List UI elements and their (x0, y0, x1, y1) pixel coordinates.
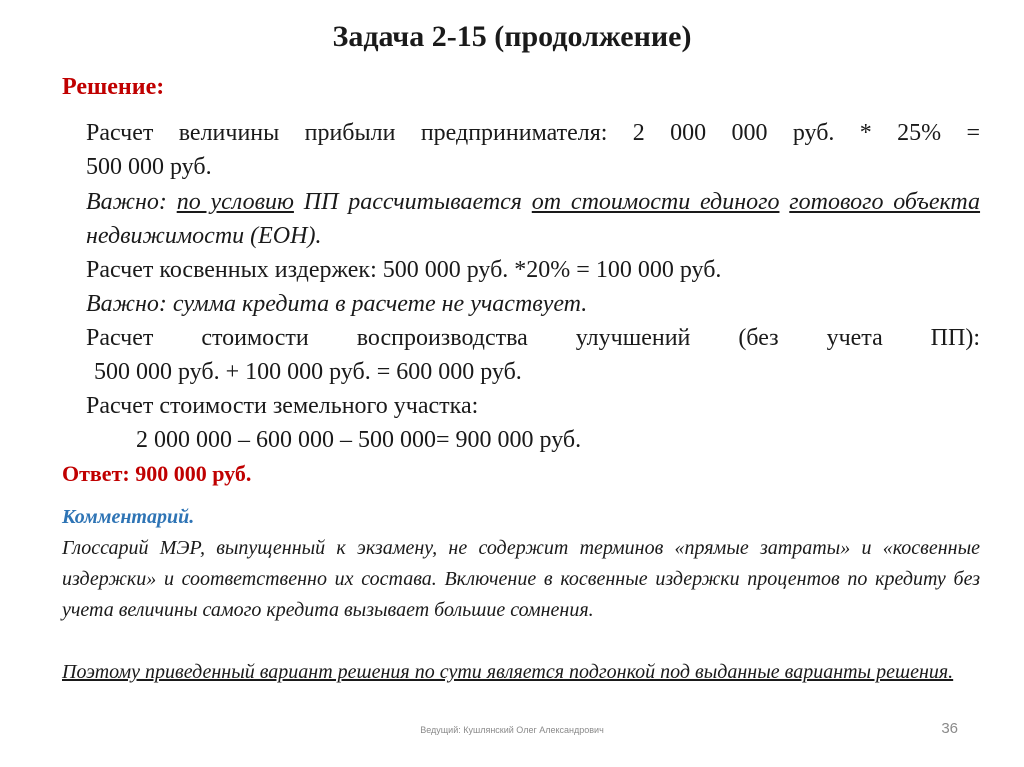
indirect-costs-line: Расчет косвенных издержек: 500 000 руб. *20% = 100 000 руб. (86, 257, 722, 283)
important-underlined-condition: по условию (176, 189, 294, 215)
important-mid: ПП рассчитывается (303, 189, 522, 215)
land-value-line-1: Расчет стоимости земельного участка: (86, 393, 479, 419)
important-tail: недвижимости (ЕОН). (86, 223, 322, 249)
land-value-paragraph (86, 389, 980, 457)
answer: Ответ: 900 000 руб. (62, 461, 252, 486)
profit-calc-paragraph (86, 116, 980, 184)
reproduction-cost-paragraph (86, 321, 980, 389)
presenter-footer: Ведущий: Кушлянский Олег Александрович (420, 725, 604, 735)
solution-label: Решение: (62, 74, 165, 100)
important-lead: Важно: (86, 189, 167, 215)
land-value-line-2: 2 000 000 – 600 000 – 500 000= 900 000 руб. (136, 427, 582, 453)
profit-calc-line-2: 500 000 руб. (86, 154, 212, 180)
page-number: 36 (941, 720, 958, 737)
comment-paragraph-1: Глоссарий МЭР, выпущенный к экзамену, не содержит терминов «прямые затраты» и «косвенные издержки» и соответственно их состава. Включение в косвенные издержки процентов по кредиту без учета величины самого кредита вызывает большие сомнения. (62, 537, 980, 621)
reproduction-cost-line-1: Расчет стоимости воспроизводства улучшений (без учета ПП): (86, 325, 980, 351)
important-underlined-object: готового объекта (789, 189, 981, 215)
comment-title: Комментарий. (62, 506, 195, 528)
important-note-1 (86, 185, 980, 253)
reproduction-cost-line-2: 500 000 руб. + 100 000 руб. = 600 000 руб. (94, 359, 522, 385)
comment-paragraph-2: Поэтому приведенный вариант решения по сути является подгонкой под выданные варианты решения. (62, 661, 954, 683)
slide-title: Задача 2-15 (продолжение) (332, 20, 692, 53)
important-underlined-cost: от стоимости единого (531, 189, 780, 215)
profit-calc-line-1: Расчет величины прибыли предпринимателя: 2 000 000 руб. * 25% = (86, 120, 980, 146)
important-note-2: Важно: сумма кредита в расчете не участвует. (86, 291, 588, 317)
